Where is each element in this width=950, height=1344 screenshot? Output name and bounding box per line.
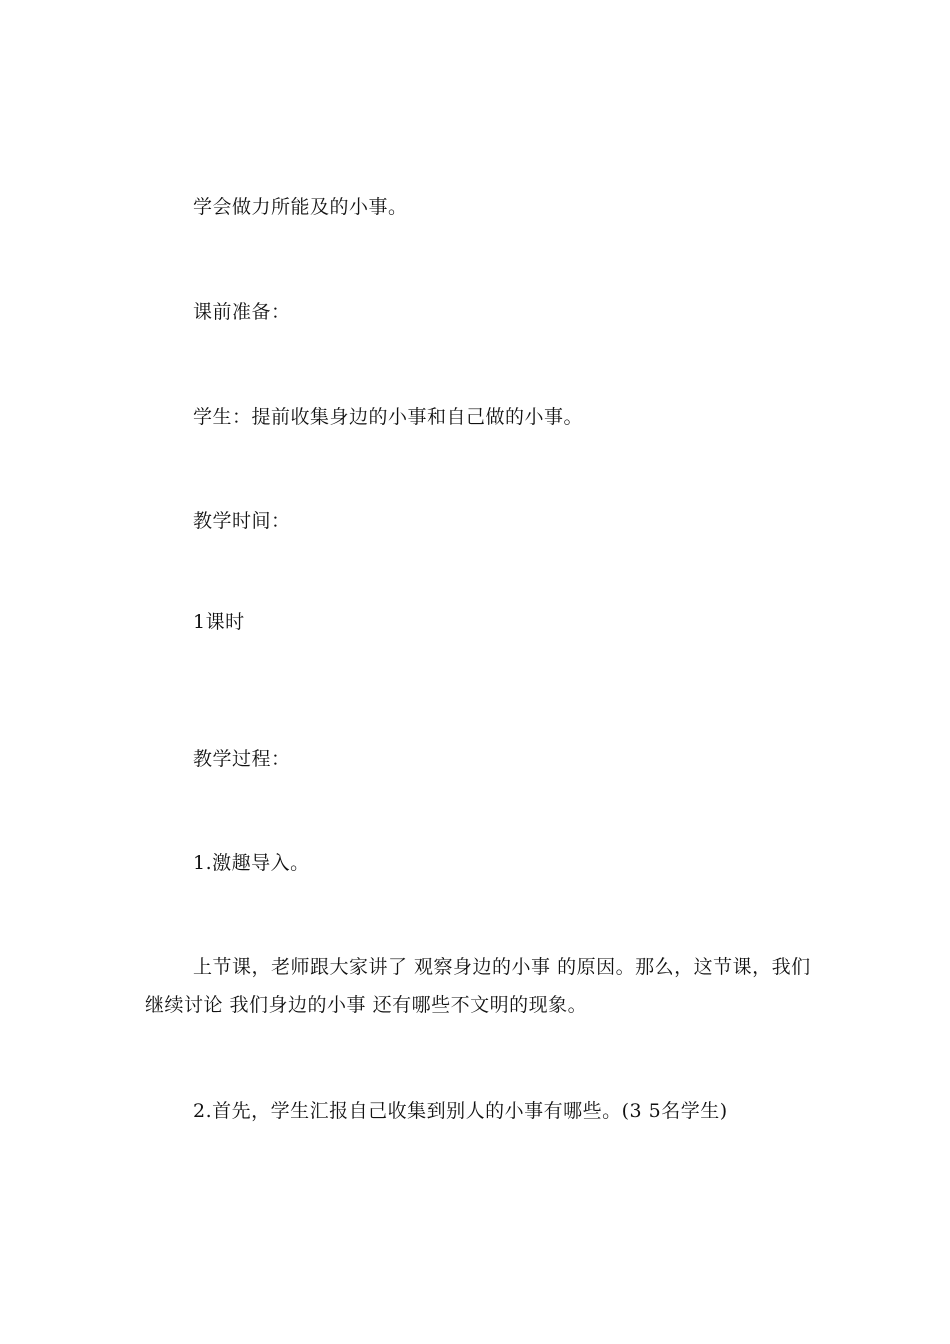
paragraph-class-hours: 1课时 (193, 611, 245, 633)
paragraph-step-1: 1.激趣导入。 (193, 852, 310, 874)
paragraph-student-preparation: 学生：提前收集身边的小事和自己做的小事。 (193, 406, 584, 428)
paragraph-preparation-heading: 课前准备： (193, 301, 291, 323)
paragraph-teaching-time-heading: 教学时间： (193, 510, 291, 532)
paragraph-step-2: 2.首先，学生汇报自己收集到别人的小事有哪些。(3 5名学生) (193, 1100, 728, 1122)
paragraph-learning-goal: 学会做力所能及的小事。 (193, 196, 408, 218)
paragraph-introduction-text: 上节课，老师跟大家讲了 观察身边的小事 的原因。那么，这节课，我们继续讨论 我们身边的小事 还有哪些不文明的现象。 (145, 956, 811, 1016)
paragraph-teaching-process-heading: 教学过程： (193, 748, 291, 770)
